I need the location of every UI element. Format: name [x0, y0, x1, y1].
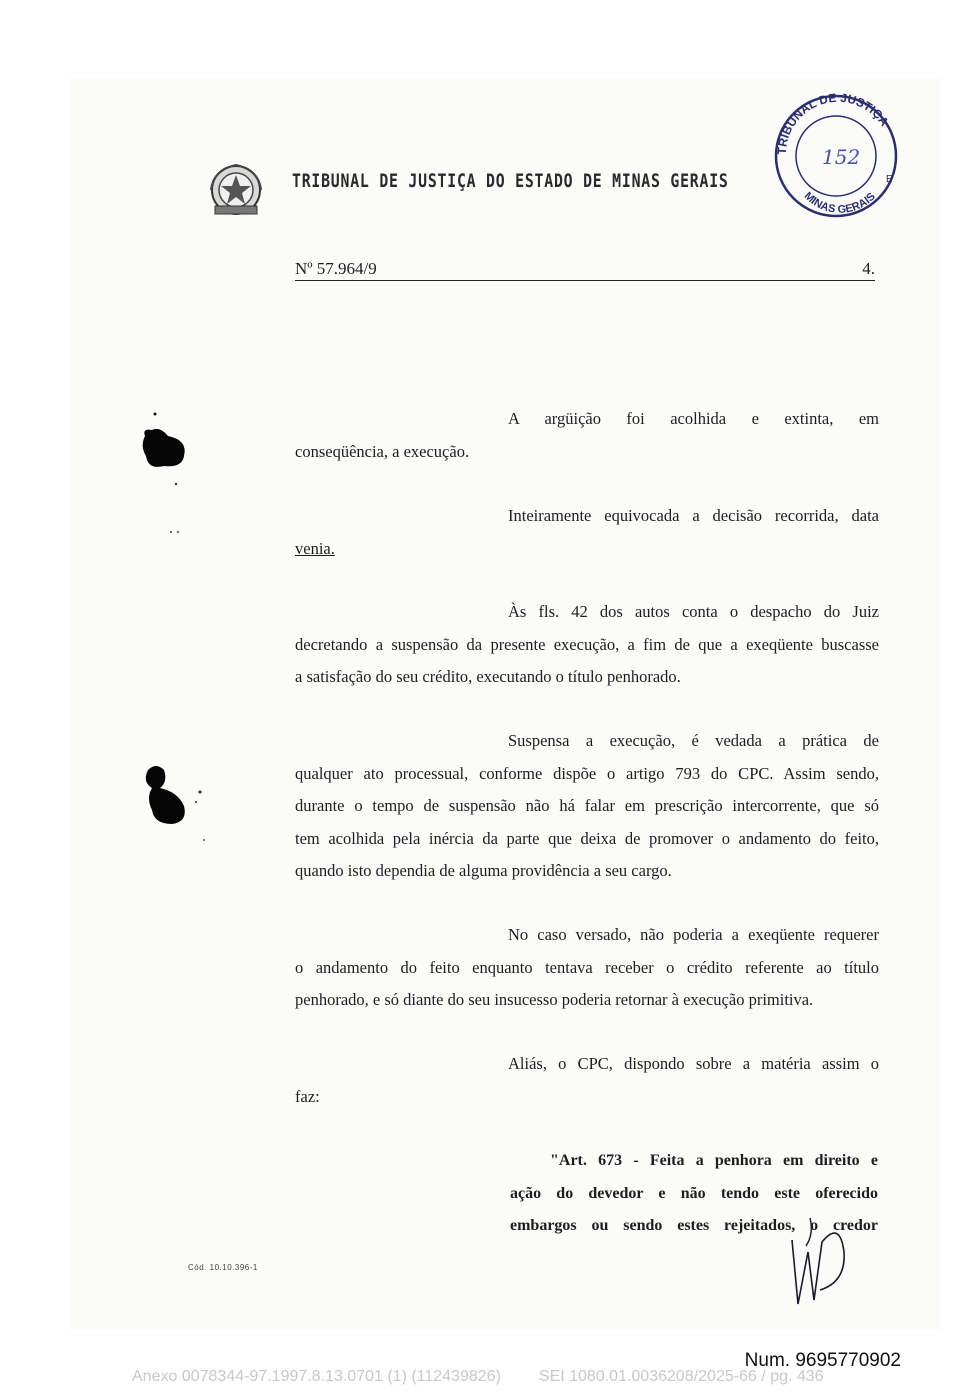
annex-reference: Anexo 0078344-97.1997.8.13.0701 (1) (112439826)	[132, 1368, 501, 1385]
stamp-bottom-text: MINAS GERAIS	[801, 189, 878, 216]
handwritten-folio: 152	[822, 145, 861, 169]
hole-punch-mark-top	[138, 408, 198, 548]
paragraph-2: Inteiramente equivocada a decisão recorrida, data venia.	[295, 506, 879, 558]
paragraph-6: Aliás, o CPC, dispondo sobre a matéria assim o faz:	[295, 1054, 879, 1106]
court-title: TRIBUNAL DE JUSTIÇA DO ESTADO DE MINAS GERAIS	[292, 170, 729, 192]
hole-punch-mark-bottom	[138, 758, 218, 858]
paragraph-3: Às fls. 42 dos autos conta o despacho do Juiz decretando a suspensão da presente execução, a fim de que a exeqüente buscasse a satisfação do seu crédito, executando o título penhorado.	[295, 602, 879, 686]
stamp-side-letter: E	[886, 174, 893, 185]
paragraph-4: Suspensa a execução, é vedada a prática de qualquer ato processual, conforme dispõe o artigo 793 do CPC. Assim sendo, durante o tempo de suspensão não há falar em prescrição intercorrente, que só tem acolhida pela inércia da parte que deixa de promover o andamento do feito, quando isto dependia de alguma providência a seu cargo.	[295, 731, 879, 880]
document-number-row	[295, 258, 875, 281]
handwritten-signature	[780, 1212, 860, 1312]
stamp-top-text: TRIBUNAL DE JUSTIÇA	[774, 92, 892, 155]
document-number: Nº 57.964/9	[295, 259, 377, 278]
coat-of-arms-icon	[205, 160, 267, 222]
court-stamp	[770, 92, 904, 222]
document-id-number: Num. 9695770902	[744, 1350, 901, 1371]
paragraph-1: A argüição foi acolhida e extinta, em conseqüência, a execução.	[295, 409, 879, 461]
sei-reference: SEI 1080.01.0036208/2025-66 / pg. 436	[538, 1368, 824, 1385]
page-number: 4.	[862, 259, 875, 278]
paragraph-5: No caso versado, não poderia a exeqüente requerer o andamento do feito enquanto tentava receber o crédito referente ao título penhorado, e só diante do seu insucesso poderia retornar à execução primitiva.	[295, 925, 879, 1009]
form-code: Cód. 10.10.396-1	[188, 1263, 258, 1272]
annex-watermark-line	[132, 1368, 824, 1386]
legal-quote-article-673: "Art. 673 - Feita a penhora em direito e ação do devedor e não tendo este oferecido embargos ou sendo estes rejeitados, o credor	[510, 1152, 878, 1234]
